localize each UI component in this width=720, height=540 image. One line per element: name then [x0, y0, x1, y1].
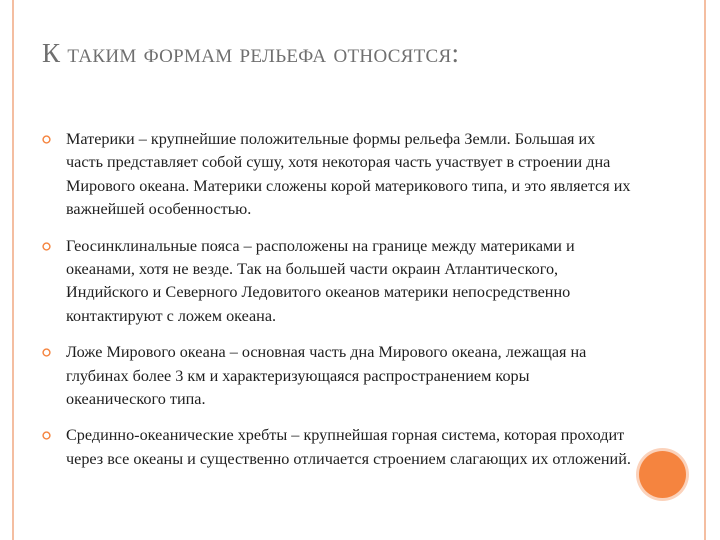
- bullet-list: [42, 128, 632, 484]
- bullet-item: [42, 128, 632, 222]
- slide-title-initial: К: [42, 38, 61, 68]
- bullet-item: [42, 424, 632, 471]
- bullet-text: Срединно-океанические хребты – крупнейшая горная система, которая проходит через все океаны и существенно отличается строением слагающих их отложений.: [66, 426, 631, 468]
- slide-title: [42, 38, 459, 69]
- bullet-item: [42, 235, 632, 329]
- bullet-text: Материки – крупнейшие положительные формы рельефа Земли. Большая их часть представляет собой сушу, хотя некоторая часть участвует в строении дна Мирового океана. Материки сложены корой материкового типа, и это является их важнейшей особенностью.: [66, 130, 631, 219]
- circle-outline-icon: [42, 348, 51, 357]
- bullet-text: Ложе Мирового океана – основная часть дна Мирового океана, лежащая на глубинах более 3 км и характеризующаяся распространением коры океанического типа.: [66, 343, 587, 409]
- decorative-orange-circle: [639, 451, 686, 498]
- bullet-item: [42, 341, 632, 411]
- slide-title-rest: таким формам рельефа относятся:: [67, 38, 460, 68]
- circle-outline-icon: [42, 135, 51, 144]
- slide-right-rail: [706, 0, 720, 540]
- circle-outline-icon: [42, 242, 51, 251]
- circle-outline-icon: [42, 431, 51, 440]
- bullet-text: Геосинклинальные пояса – расположены на границе между материками и океанами, хотя не везде. Так на большей части окраин Атлантического, Индийского и Северного Ледовитого океанов материки непосредственно контактируют с ложем океана.: [66, 236, 575, 325]
